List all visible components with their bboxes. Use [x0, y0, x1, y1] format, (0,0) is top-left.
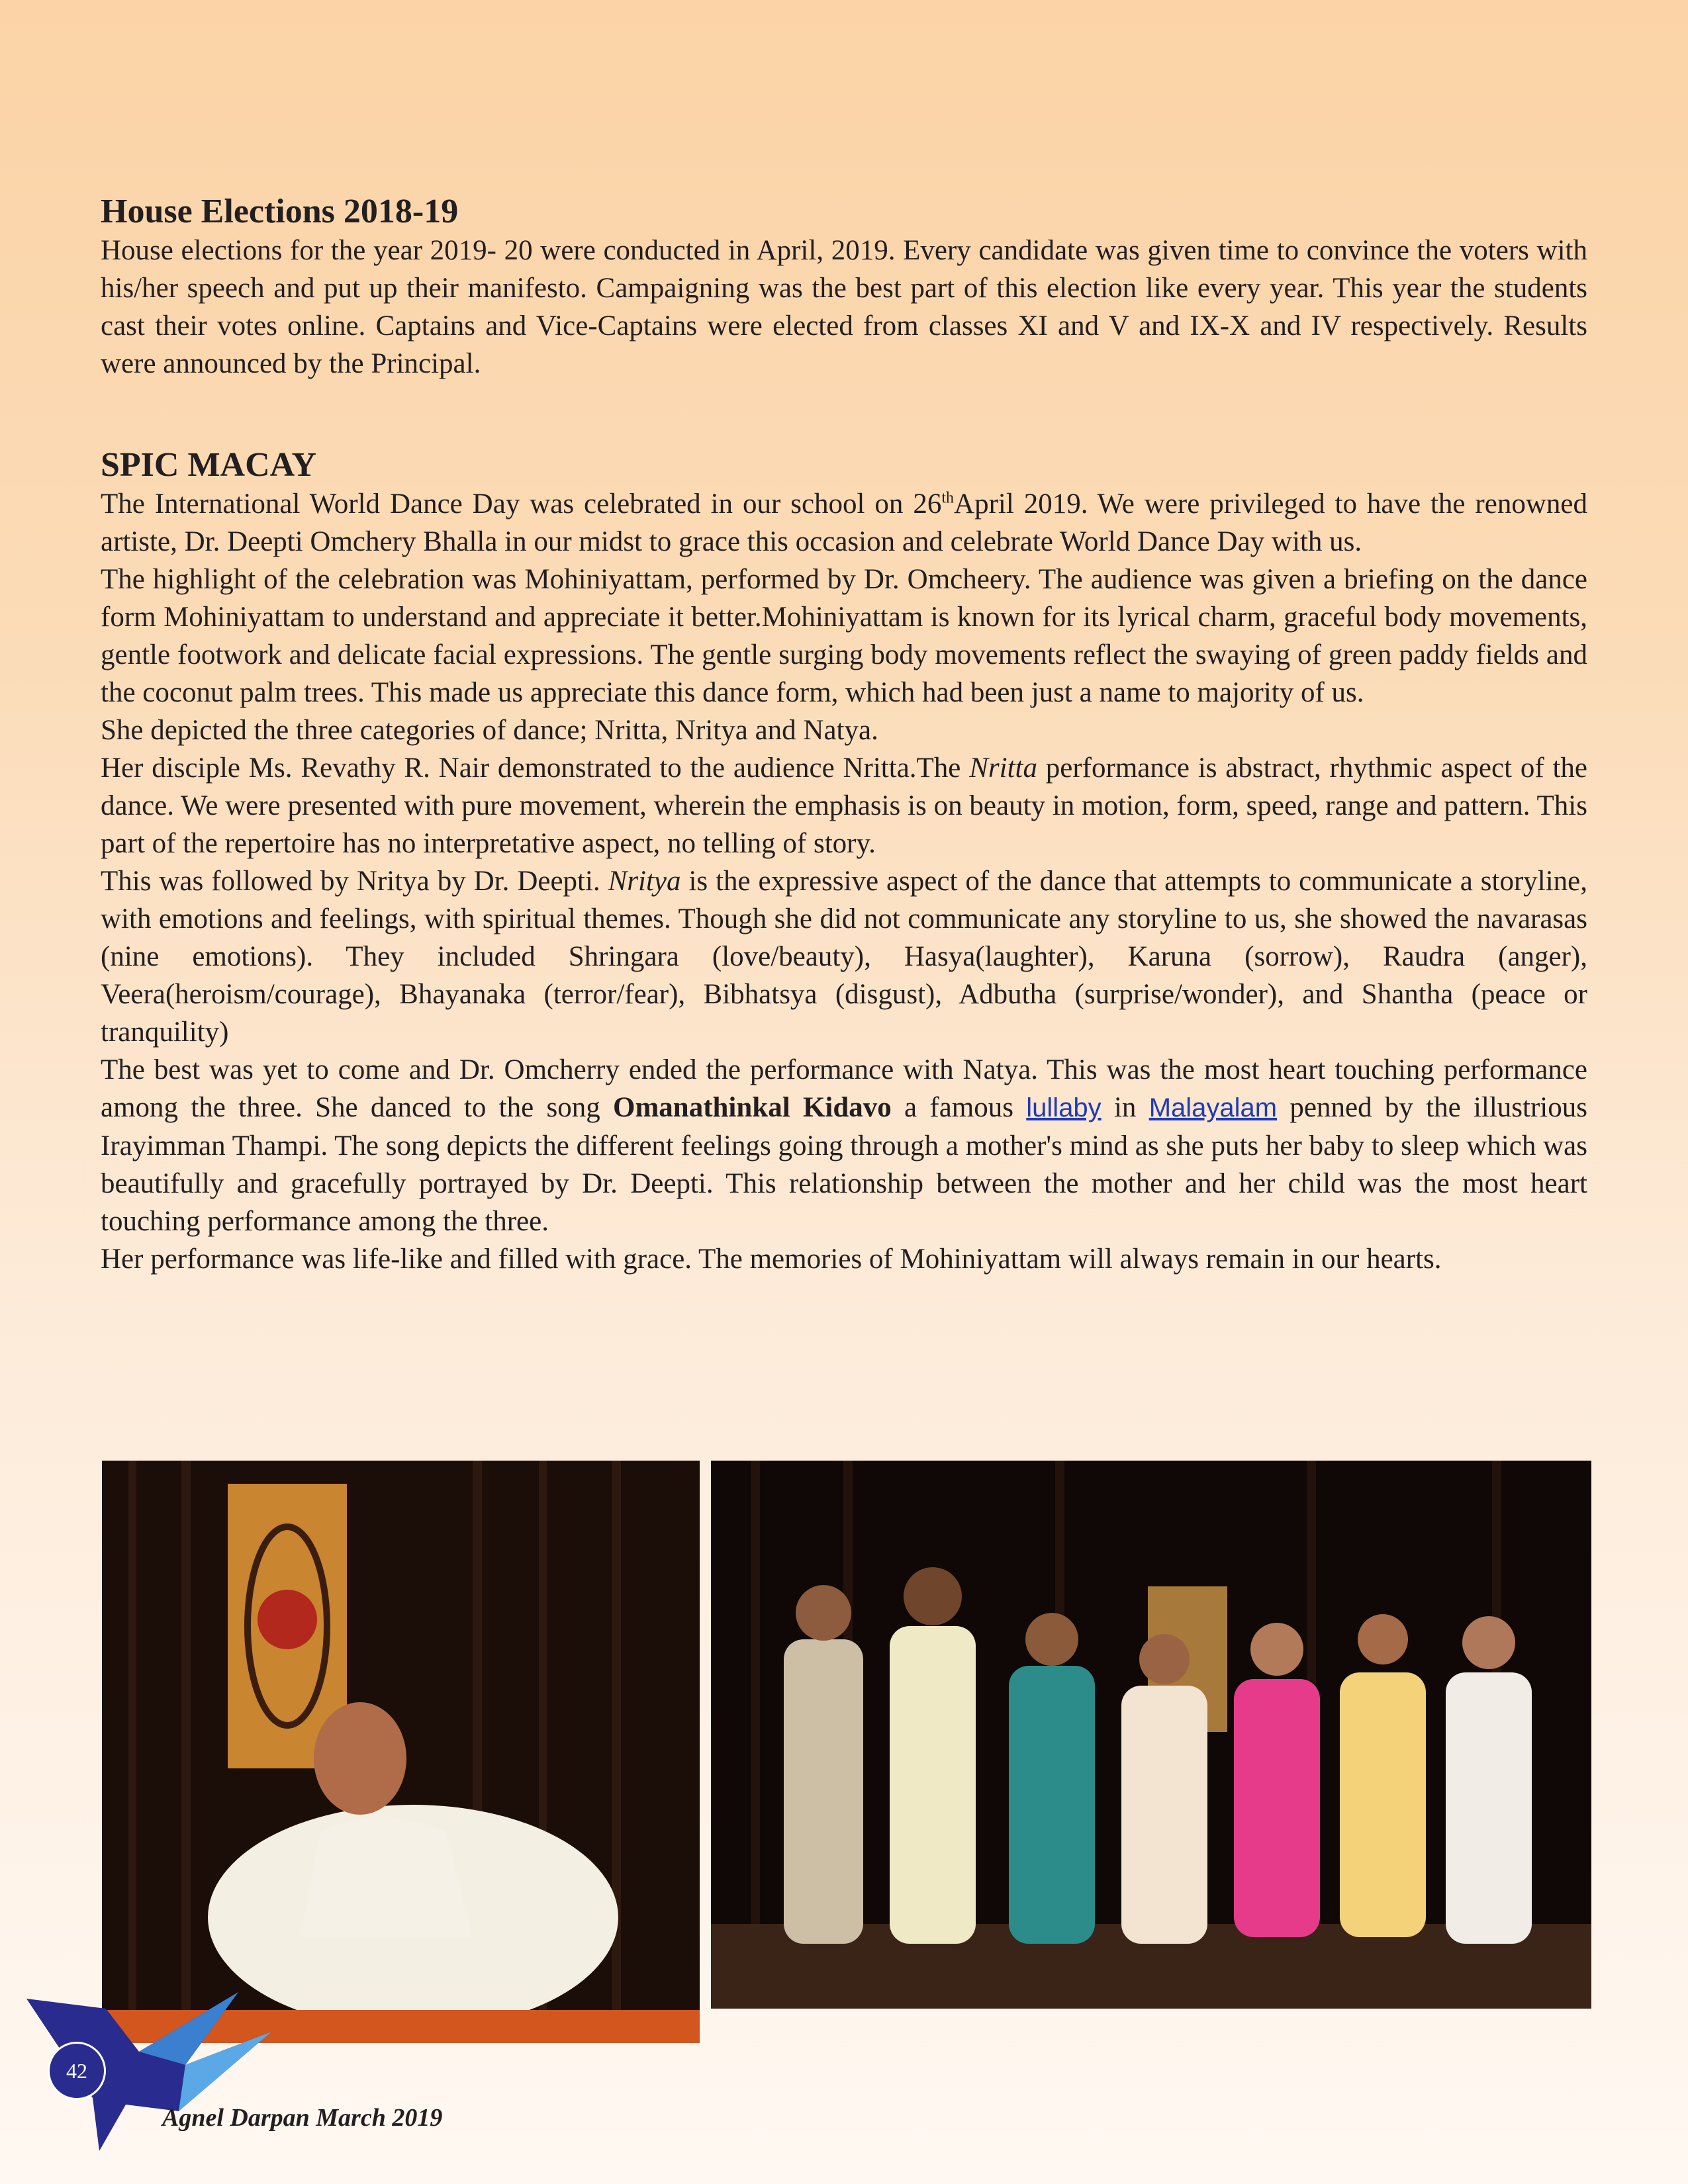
- page-number: 42: [48, 2042, 106, 2100]
- article: [101, 192, 1587, 1278]
- spic-paragraph-7: Her performance was life-like and filled with grace. The memories of Mohiniyattam will always remain in our hearts.: [101, 1244, 1442, 1275]
- spic-paragraph-6: The best was yet to come and Dr. Omcherry ended the performance with Natya. This was the most heart touching performance among the three. She danced to the song Omanathinkal Kidavo a famous lullaby in Malayalam penned by the illustrious Irayimman Thampi. The song depicts the different feelings going through a mother's mind as she puts her baby to sleep which was beautifully and gracefully portrayed by Dr. Deepti. This relationship between the mother and her child was the most heart touching performance among the three.: [101, 1054, 1587, 1237]
- spic-paragraph-2: The highlight of the celebration was Mohiniyattam, performed by Dr. Omcheery. The audience was given a briefing on the dance form Mohiniyattam to understand and appreciate it better.Mohiniyattam is known for its lyrical charm, graceful body movements, gentle footwork and delicate facial expressions. The gentle surging body movements reflect the swaying of green paddy fields and the coconut palm trees. This made us appreciate this dance form, which had been just a name to majority of us.: [101, 564, 1587, 708]
- spic-paragraph-3: She depicted the three categories of dance; Nritta, Nritya and Natya.: [101, 715, 878, 746]
- spic-paragraph-4: Her disciple Ms. Revathy R. Nair demonstrated to the audience Nritta.The Nritta performance is abstract, rhythmic aspect of the dance. We were presented with pure movement, wherein the emphasis is on beauty in motion, form, speed, range and pattern. This part of the repertoire has no interpretative aspect, no telling of story.: [101, 752, 1587, 859]
- photo-group-artistes: [711, 1461, 1591, 2009]
- house-elections-heading: House Elections 2018-19: [101, 193, 459, 230]
- house-elections-body: House elections for the year 2019- 20 were conducted in April, 2019. Every candidate was given time to convince the voters with his/her speech and put up their manifesto. Campaigning was the best part of this election like every year. This year the students cast their votes online. Captains and Vice-Captains were elected from classes XI and V and IX-X and IV respectively. Results were announced by the Principal.: [101, 235, 1587, 379]
- spic-macay-heading: SPIC MACAY: [101, 446, 316, 484]
- publication-title: Agnel Darpan March 2019: [162, 2104, 443, 2132]
- malayalam-link[interactable]: Malayalam: [1149, 1093, 1278, 1122]
- lullaby-link[interactable]: lullaby: [1026, 1093, 1102, 1122]
- spic-paragraph-5: This was followed by Nritya by Dr. Deepti. Nritya is the expressive aspect of the dance that attempts to communicate a storyline, with emotions and feelings, with spiritual themes. Though she did not communicate any storyline to us, she showed the navarasas (nine emotions). They included Shringara (love/beauty), Hasya(laughter), Karuna (sorrow), Raudra (anger), Veera(heroism/courage), Bhayanaka (terror/fear), Bibhatsya (disgust), Adbutha (surprise/wonder), and Shantha (peace or tranquility): [101, 866, 1587, 1048]
- photo-dancer-performance: [102, 1461, 700, 2043]
- spic-paragraph-1: The International World Dance Day was celebrated in our school on 26thApril 2019. We were privileged to have the renowned artiste, Dr. Deepti Omchery Bhalla in our midst to grace this occasion and celebrate World Dance Day with us.: [101, 488, 1587, 557]
